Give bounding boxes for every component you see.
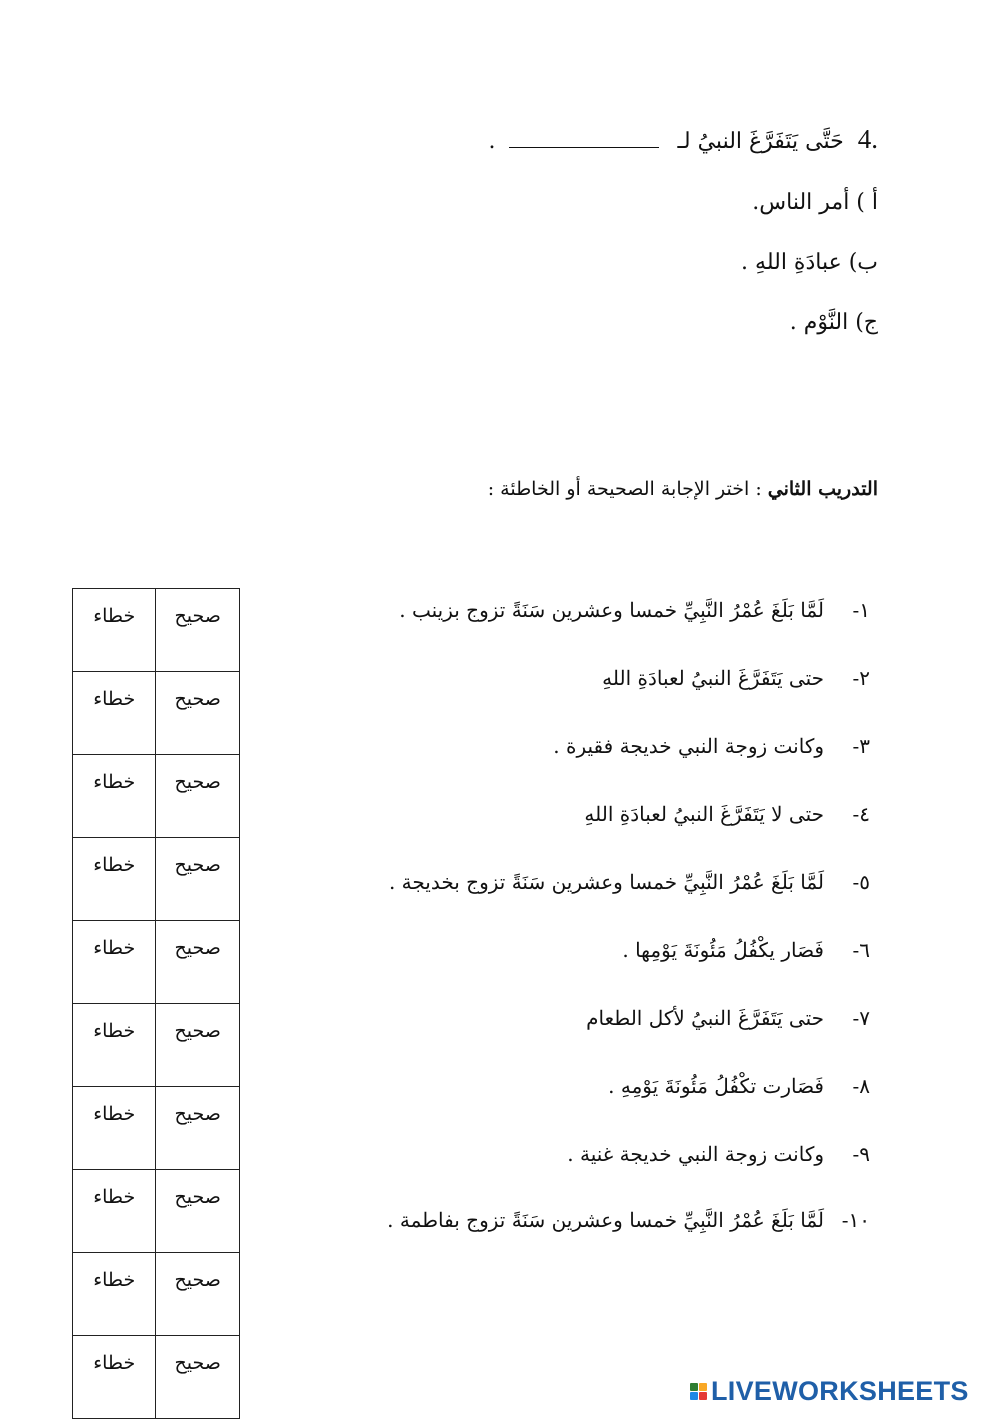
true-option[interactable]: صحيح [156, 921, 240, 1004]
false-option[interactable]: خطاء [73, 672, 156, 755]
statement-9 [567, 1142, 870, 1166]
statement-4 [584, 802, 870, 826]
answer-table [72, 588, 240, 1419]
false-option[interactable]: خطاء [73, 1004, 156, 1087]
statement-number: ١٠- [841, 1208, 870, 1232]
answer-row-4 [73, 838, 240, 921]
statement-5 [389, 870, 870, 894]
answer-row-6 [73, 1004, 240, 1087]
question-4-number: 4. [857, 124, 878, 154]
false-option[interactable]: خطاء [73, 838, 156, 921]
option-a: أ ) أمر الناس. [752, 190, 878, 215]
false-option[interactable]: خطاء [73, 1087, 156, 1170]
statement-number: ٤- [852, 802, 870, 826]
statement-8 [608, 1074, 870, 1098]
answer-row-9 [73, 1253, 240, 1336]
option-c: ج) النَّوْم . [789, 310, 878, 335]
statement-text: لَمَّا بَلَغَ عُمْرُ النَّبِيِّ خمسا وعشرين سَنَةً تزوج بفاطمة . [387, 1208, 824, 1232]
statement-text: لَمَّا بَلَغَ عُمْرُ النَّبِيِّ خمسا وعشرين سَنَةً تزوج بزينب . [399, 598, 824, 622]
false-option[interactable]: خطاء [73, 1336, 156, 1419]
true-option[interactable]: صحيح [156, 1170, 240, 1253]
statement-number: ٢- [852, 666, 870, 690]
statement-2 [602, 666, 870, 690]
true-option[interactable]: صحيح [156, 672, 240, 755]
statement-number: ١- [852, 598, 870, 622]
logo-squares-icon [690, 1383, 707, 1400]
statement-text: فَصَارت تكْفُلُ مَئُونَةَ يَوْمِهِ . [608, 1074, 824, 1098]
answer-row-8 [73, 1170, 240, 1253]
answer-row-2 [73, 672, 240, 755]
true-option[interactable]: صحيح [156, 1253, 240, 1336]
true-option[interactable]: صحيح [156, 1087, 240, 1170]
answer-row-10 [73, 1336, 240, 1419]
option-b: ب) عبادَةِ اللهِ . [741, 250, 878, 275]
false-option[interactable]: خطاء [73, 1170, 156, 1253]
statement-1 [399, 598, 870, 622]
true-option[interactable]: صحيح [156, 1004, 240, 1087]
statement-number: ٧- [852, 1006, 870, 1030]
true-option[interactable]: صحيح [156, 755, 240, 838]
statement-number: ٦- [852, 938, 870, 962]
statement-text: حتى لا يَتَفَرَّغَ النبيُ لعبادَةِ اللهِ [584, 802, 824, 826]
answer-row-1 [73, 589, 240, 672]
statement-text: وكانت زوجة النبي خديجة فقيرة . [553, 734, 824, 758]
statement-text: فَصَار يكْفُلُ مَئُونَةَ يَوْمِها . [622, 938, 824, 962]
statement-3 [553, 734, 870, 758]
false-option[interactable]: خطاء [73, 589, 156, 672]
true-option[interactable]: صحيح [156, 1336, 240, 1419]
question-4-end-dot: . [488, 129, 496, 154]
question-4-stem-row [378, 124, 878, 155]
question-4-stem: حَتَّى يَتَفَرَّغَ النبيُ لـ [677, 129, 844, 154]
answer-row-5 [73, 921, 240, 1004]
exercise-2-header [488, 478, 878, 500]
true-option[interactable]: صحيح [156, 838, 240, 921]
exercise-2-title: التدريب الثاني [767, 478, 878, 500]
true-option[interactable]: صحيح [156, 589, 240, 672]
answer-row-3 [73, 755, 240, 838]
statement-text: حتى يَتَفَرَّغَ النبيُ لأكل الطعام [586, 1006, 824, 1030]
false-option[interactable]: خطاء [73, 1253, 156, 1336]
statement-number: ٥- [852, 870, 870, 894]
false-option[interactable]: خطاء [73, 921, 156, 1004]
statement-number: ٨- [852, 1074, 870, 1098]
statement-text: لَمَّا بَلَغَ عُمْرُ النَّبِيِّ خمسا وعشرين سَنَةً تزوج بخديجة . [388, 870, 824, 894]
statement-7 [586, 1006, 870, 1030]
statement-10 [387, 1208, 870, 1232]
statement-number: ٣- [852, 734, 870, 758]
liveworksheets-logo [690, 1376, 969, 1407]
statement-text: وكانت زوجة النبي خديجة غنية . [567, 1142, 824, 1166]
exercise-2-instruction: : اختر الإجابة الصحيحة أو الخاطئة : [487, 478, 762, 500]
answer-row-7 [73, 1087, 240, 1170]
answer-blank[interactable] [509, 129, 659, 148]
statement-6 [622, 938, 870, 962]
false-option[interactable]: خطاء [73, 755, 156, 838]
question-4 [378, 124, 878, 155]
statement-text: حتى يَتَفَرَّغَ النبيُ لعبادَةِ اللهِ [602, 666, 824, 690]
statement-number: ٩- [852, 1142, 870, 1166]
logo-text: LIVEWORKSHEETS [711, 1376, 969, 1406]
